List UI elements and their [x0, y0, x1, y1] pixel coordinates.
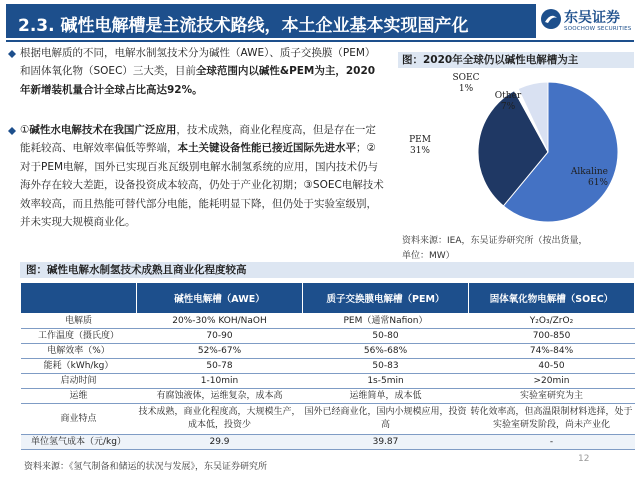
bullet-2-highlight-a: 碱性水电解技术在我国广泛应用: [29, 124, 177, 136]
table-row: [21, 389, 635, 404]
table-header-row: [21, 283, 635, 314]
pie-label-alkaline: Alkaline: [570, 167, 608, 177]
row-label: 工作温度（摄氏度）: [21, 329, 137, 344]
row-label: 启动时间: [21, 374, 137, 389]
pie-label-soec: SOEC: [452, 73, 480, 83]
comparison-table: [20, 282, 635, 450]
table-row: [21, 329, 635, 344]
pie-value-other: 7%: [500, 102, 516, 112]
table-header-soec: 固体氧化物电解槽（SOEC）: [469, 283, 635, 314]
bullet-paragraph-2: [20, 121, 385, 231]
table-cell: 1-10min: [137, 374, 303, 389]
logo-text-en: SOOCHOW SECURITIES: [564, 26, 632, 32]
row-label: 商业特点: [21, 404, 137, 435]
table-cell: 52%-67%: [137, 344, 303, 359]
table-cell: 有腐蚀液体，运维复杂，成本高: [137, 389, 303, 404]
bullet-1-text: 根据电解质的不同，电解水制氢技术分为碱性（AWE）、质子交换膜（PEM）和固体氧化物（SOEC）三大类，目前: [20, 47, 376, 78]
pie-label-other: Other: [494, 91, 522, 101]
table-cell: 国外已经商业化，国内小规模应用，投资高: [303, 404, 469, 435]
diamond-bullet-icon: [8, 50, 16, 58]
table-row: [21, 359, 635, 374]
bullet-2-marker: ①: [20, 124, 30, 136]
header: [0, 0, 640, 40]
figure-title: 图：2020年全球仍以碱性电解槽为主: [398, 52, 634, 68]
page-title: 2.3. 碱性电解槽是主流技术路线，本土企业基本实现国产化: [18, 16, 469, 36]
pie-value-alkaline: 61%: [587, 178, 608, 188]
row-label: 电解质: [21, 314, 137, 329]
page-number: 12: [578, 454, 590, 464]
table-cell: 50-78: [137, 359, 303, 374]
brand-logo: [540, 6, 636, 38]
table-cell: 实验室研究为主: [469, 389, 635, 404]
table-cell: 70-90: [137, 329, 303, 344]
table-cell: 1s-5min: [303, 374, 469, 389]
title-bar: [6, 4, 536, 38]
diamond-bullet-icon: [8, 127, 16, 135]
table-cell: 转化效率高，但高温限制材料选择，处于实验室研发阶段，尚未产业化: [469, 404, 635, 435]
table-cell: 29.9: [137, 435, 303, 450]
footer-source: 资料来源：《氢气制备和储运的状况与发展》，东吴证券研究所: [24, 462, 268, 472]
row-label: 运维: [21, 389, 137, 404]
table-cell: 技术成熟，商业化程度高，大规模生产，成本低，投资少: [137, 404, 303, 435]
table-cell: PEM（通常Nafion）: [303, 314, 469, 329]
table-header-corner: [21, 283, 137, 314]
figure-source-line-1: 资料来源：IEA，东吴证券研究所（按出货量，: [402, 236, 588, 246]
table-cell: -: [469, 435, 635, 450]
figure-source: [402, 234, 632, 264]
pie-chart: [398, 70, 634, 250]
pie-label-pem: PEM: [409, 135, 431, 145]
row-label: 单位氢气成本（元/kg）: [21, 435, 137, 450]
bullet-2-text-a: ，技术成熟，商业化程度高，但是存在一定能耗较高、电解效率偏低等弊端，: [20, 124, 376, 155]
table-title: 图：碱性电解水制氢技术成熟且商业化程度较高: [20, 262, 634, 278]
bullet-1-highlight: 全球范围内以碱性&PEM为主，2020年新增装机量合计全球占比高达92%。: [20, 65, 376, 96]
pie-value-soec: 1%: [458, 84, 474, 94]
table-row: [21, 344, 635, 359]
row-label: 能耗（kWh/kg）: [21, 359, 137, 374]
figure-source-line-2: 单位：MW）: [402, 251, 455, 261]
table-cell: 700-850: [469, 329, 635, 344]
table-row: [21, 404, 635, 435]
logo-text-cn: 东吴证券: [564, 10, 620, 26]
pie-value-pem: 31%: [409, 146, 431, 156]
table-row: [21, 435, 635, 450]
table-cell: Y₂O₃/ZrO₂: [469, 314, 635, 329]
table-cell: 20%-30% KOH/NaOH: [137, 314, 303, 329]
table-cell: 50-83: [303, 359, 469, 374]
table-cell: 40-50: [469, 359, 635, 374]
bullet-2-highlight-b: 本土关键设备性能已接近国际先进水平: [177, 142, 356, 155]
table-cell: 56%-68%: [303, 344, 469, 359]
table-header-awe: 碱性电解槽（AWE）: [137, 283, 303, 314]
table-cell: 74%-84%: [469, 344, 635, 359]
table-row: [21, 374, 635, 389]
table-cell: 50-80: [303, 329, 469, 344]
bullet-2-text-b: ；②对于PEM电解，国外已实现百兆瓦级别电解水制氢系统的应用，国内技术仍与海外存在较大差距，设备投资成本较高，仍处于产业化初期；③SOEC电解技术效率较高，而且热能可替代部分电能，能耗明显下降，但仍处于实验室级别，并未实现大规模商业化。: [20, 142, 384, 229]
table-cell: 运维简单，成本低: [303, 389, 469, 404]
table-row: [21, 314, 635, 329]
header-rule: [6, 40, 634, 42]
table-header-pem: 质子交换膜电解槽（PEM）: [303, 283, 469, 314]
soochow-logo-icon: [540, 8, 562, 30]
row-label: 电解效率（%）: [21, 344, 137, 359]
bullet-paragraph-1: [20, 44, 385, 99]
table-cell: >20min: [469, 374, 635, 389]
table-cell: 39.87: [303, 435, 469, 450]
